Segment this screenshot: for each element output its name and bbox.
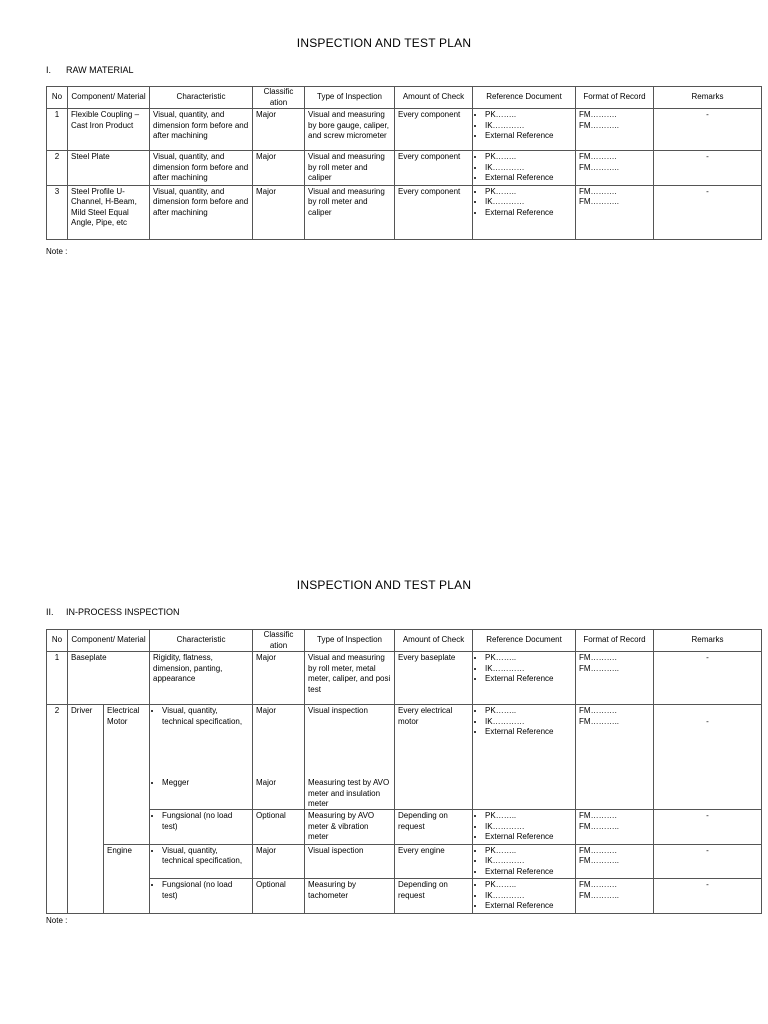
format-item: FM………..: [579, 856, 620, 865]
section-title: RAW MATERIAL: [66, 65, 134, 75]
ref-item: • External Reference: [485, 208, 572, 219]
header-classification: Classific ation: [253, 87, 305, 109]
header-amount: Amount of Check: [395, 87, 473, 109]
format-item: FM……….: [579, 186, 617, 196]
ref-item: • External Reference: [485, 131, 572, 142]
cell-classification: Optional: [253, 879, 305, 914]
table-row: [47, 810, 762, 845]
header-remarks: Remarks: [654, 87, 762, 109]
ref-item: • External Reference: [485, 867, 572, 878]
format-item: FM……….: [579, 653, 617, 662]
header-classification: Classific ation: [253, 630, 305, 652]
table-row: [47, 879, 762, 914]
itp-table-in-process: [46, 629, 762, 914]
ref-item: • PK……..: [485, 152, 572, 163]
cell-type: [305, 705, 395, 810]
format-item: FM………..: [579, 821, 620, 831]
cell-remarks: -: [654, 879, 762, 914]
table-header-row: [47, 87, 762, 109]
header-characteristic: Characteristic: [150, 630, 253, 652]
section-heading: [46, 607, 180, 617]
note-label: Note :: [46, 247, 68, 256]
cell-type: Visual and measuring by roll meter, metal meter, caliper, and posi test: [305, 652, 395, 705]
cell-amount: Every engine: [395, 844, 473, 879]
cell-format: [576, 109, 654, 151]
ref-item: • IK…………: [485, 856, 572, 867]
cell-format: [576, 652, 654, 705]
section-number: II.: [46, 607, 54, 617]
cell-type: Visual and measuring by roll meter and caliper: [305, 151, 395, 186]
cell-amount: Depending on request: [395, 810, 473, 845]
cell-remarks: -: [654, 185, 762, 239]
cell-amount: Every component: [395, 109, 473, 151]
cell-format: [576, 844, 654, 879]
ref-item: • PK……..: [485, 811, 572, 822]
char-item: • Visual, quantity, technical specification,: [162, 706, 249, 727]
cell-type: Visual ispection: [305, 844, 395, 879]
cell-type: Visual and measuring by bore gauge, caliper, and screw micrometer: [305, 109, 395, 151]
cell-format: [576, 151, 654, 186]
format-item: FM……….: [579, 152, 617, 161]
format-item: FM………..: [579, 890, 620, 900]
cell-reference: [473, 185, 576, 239]
cell-amount: Every electrical motor: [395, 705, 473, 810]
ref-item: • IK…………: [485, 163, 572, 174]
cell-driver: Driver: [68, 705, 104, 914]
format-item: FM……….: [579, 880, 617, 889]
cell-characteristic: Visual, quantity, and dimension form before and after machining: [150, 151, 253, 186]
table-row: [47, 652, 762, 705]
ref-item: • IK…………: [485, 197, 572, 208]
format-item: FM……….: [579, 811, 617, 820]
cell-classification: Major: [253, 185, 305, 239]
page-title: INSPECTION AND TEST PLAN: [296, 36, 472, 50]
ref-item: • PK……..: [485, 187, 572, 198]
ref-item: • External Reference: [485, 173, 572, 184]
page-title: INSPECTION AND TEST PLAN: [296, 578, 472, 592]
format-item: FM……….: [579, 706, 617, 715]
cell-characteristic: Rigidity, flatness, dimension, panting, appearance: [150, 652, 253, 705]
table-row: [47, 109, 762, 151]
header-no: No: [47, 87, 68, 109]
type-value: Visual inspection: [308, 706, 368, 715]
ref-item: • External Reference: [485, 727, 572, 738]
header-reference: Reference Document: [473, 630, 576, 652]
format-item: FM……….: [579, 845, 617, 855]
cell-type: Measuring by tachometer: [305, 879, 395, 914]
format-item: FM………..: [579, 197, 619, 206]
cell-no: 2: [47, 151, 68, 186]
header-component: Component/ Material: [68, 87, 150, 109]
cell-type: Visual and measuring by roll meter and caliper: [305, 185, 395, 239]
cell-remarks: -: [654, 810, 762, 845]
ref-item: • PK……..: [485, 880, 572, 891]
cell-classification: Major: [253, 151, 305, 186]
cell-engine: Engine: [104, 844, 150, 913]
header-format: Format of Record: [576, 87, 654, 109]
cell-no: 1: [47, 652, 68, 705]
format-item: FM……….: [579, 110, 617, 119]
cell-remarks: -: [654, 844, 762, 879]
cell-amount: Every component: [395, 185, 473, 239]
table-header-row: [47, 630, 762, 652]
ref-item: • External Reference: [485, 901, 572, 912]
section-heading: [46, 65, 134, 75]
section-title: IN-PROCESS INSPECTION: [66, 607, 180, 617]
cell-no: 3: [47, 185, 68, 239]
cell-format: [576, 879, 654, 914]
header-type: Type of Inspection: [305, 630, 395, 652]
ref-item: • IK…………: [485, 121, 572, 132]
cell-reference: [473, 844, 576, 879]
header-component: Component/ Material: [68, 630, 150, 652]
ref-item: • PK……..: [485, 110, 572, 121]
cell-no: 1: [47, 109, 68, 151]
format-item: FM………..: [579, 716, 620, 726]
char-item: • Fungsional (no load test): [162, 880, 249, 901]
type-value: Measuring test by AVO meter and insulation meter: [308, 778, 390, 808]
cell-remarks: -: [654, 652, 762, 705]
cell-characteristic: [150, 810, 253, 845]
cell-classification: Major: [253, 652, 305, 705]
header-remarks: Remarks: [654, 630, 762, 652]
section-number: I.: [46, 65, 52, 75]
cell-characteristic: [150, 705, 253, 810]
cell-remarks: -: [654, 151, 762, 186]
cell-component: Steel Plate: [68, 151, 150, 186]
table-row: [47, 705, 762, 810]
classification-value: Major: [256, 706, 277, 715]
cell-format: [576, 185, 654, 239]
classification-value: Major: [256, 778, 277, 787]
char-item: • Fungsional (no load test): [162, 811, 249, 832]
table-row: [47, 185, 762, 239]
cell-no: 2: [47, 705, 68, 914]
header-type: Type of Inspection: [305, 87, 395, 109]
cell-reference: [473, 705, 576, 810]
header-reference: Reference Document: [473, 87, 576, 109]
ref-item: • IK…………: [485, 664, 572, 675]
cell-classification: Major: [253, 844, 305, 879]
cell-component: Flexible Coupling – Cast Iron Product: [68, 109, 150, 151]
header-characteristic: Characteristic: [150, 87, 253, 109]
header-amount: Amount of Check: [395, 630, 473, 652]
format-item: FM………..: [579, 663, 620, 673]
cell-characteristic: [150, 879, 253, 914]
cell-characteristic: Visual, quantity, and dimension form before and after machining: [150, 109, 253, 151]
ref-item: • External Reference: [485, 832, 572, 843]
table-row: [47, 151, 762, 186]
ref-item: • IK…………: [485, 717, 572, 728]
cell-reference: [473, 652, 576, 705]
cell-remarks: -: [654, 109, 762, 151]
cell-characteristic: [150, 844, 253, 879]
format-item: FM………..: [579, 162, 619, 172]
cell-classification: Major: [253, 109, 305, 151]
ref-item: • PK……..: [485, 653, 572, 664]
ref-item: • PK……..: [485, 846, 572, 857]
cell-reference: [473, 109, 576, 151]
header-format: Format of Record: [576, 630, 654, 652]
cell-characteristic: Visual, quantity, and dimension form before and after machining: [150, 185, 253, 239]
cell-reference: [473, 879, 576, 914]
cell-reference: [473, 810, 576, 845]
cell-component: Steel Profile U-Channel, H-Beam, Mild Steel Equal Angle, Pipe, etc: [68, 185, 150, 239]
header-no: No: [47, 630, 68, 652]
ref-item: • External Reference: [485, 674, 572, 685]
cell-reference: [473, 151, 576, 186]
cell-amount: Depending on request: [395, 879, 473, 914]
ref-item: • IK…………: [485, 822, 572, 833]
cell-format: [576, 705, 654, 810]
cell-component: Baseplate: [68, 652, 150, 705]
cell-classification: Optional: [253, 810, 305, 845]
cell-type: Measuring by AVO meter & vibration meter: [305, 810, 395, 845]
char-item: • Visual, quantity, technical specification,: [162, 846, 249, 867]
table-row: [47, 844, 762, 879]
cell-remarks: -: [654, 705, 762, 810]
note-label: Note :: [46, 916, 68, 925]
format-item: FM………..: [579, 120, 619, 130]
char-item: • Megger: [162, 778, 189, 789]
cell-amount: Every component: [395, 151, 473, 186]
cell-format: [576, 810, 654, 845]
itp-table-raw-material: [46, 86, 762, 240]
cell-amount: Every baseplate: [395, 652, 473, 705]
ref-item: • PK……..: [485, 706, 572, 717]
cell-electrical-motor: Electrical Motor: [104, 705, 150, 845]
ref-item: • IK…………: [485, 891, 572, 902]
cell-classification: [253, 705, 305, 810]
